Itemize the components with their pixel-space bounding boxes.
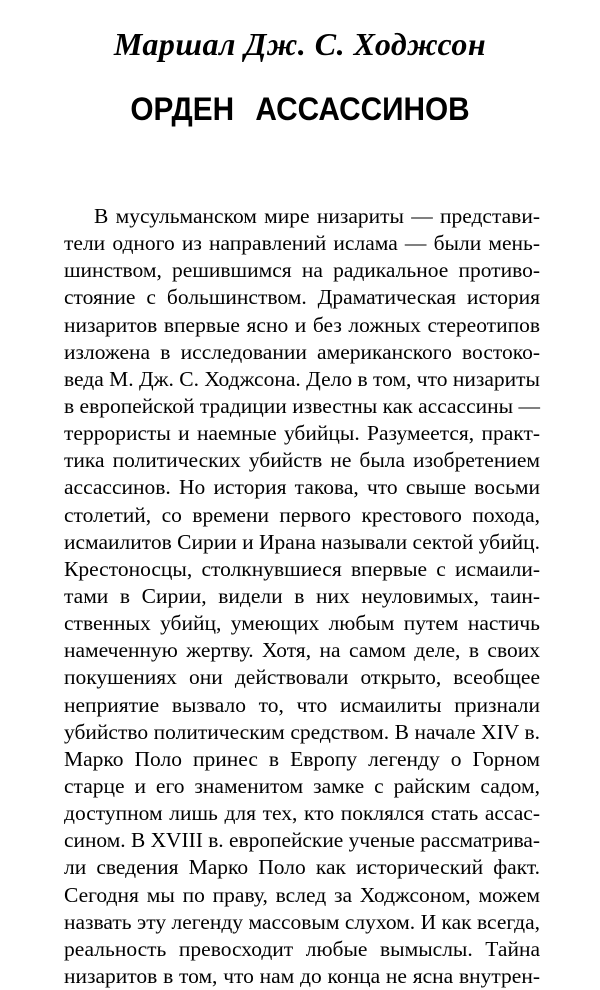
text-line: реальность превосходит любые вымыслы. Тайна <box>64 936 540 961</box>
text-line: неприятие вызвало то, что исмаилиты признали <box>64 692 540 717</box>
text-line: изложена в исследовании американского востоко- <box>64 339 540 364</box>
text-line: Крестоносцы, столкнувшиеся впервые с исмаили- <box>64 556 540 581</box>
text-line: стояние с большинством. Драматическая история <box>64 285 540 310</box>
text-line: убийство политическим средством. В начале XIV в. <box>64 719 540 744</box>
text-line: сином. В XVIII в. европейские ученые рассматрива- <box>64 828 541 853</box>
text-line: старце и его знаменитом замке с райским садом, <box>64 773 540 798</box>
text-line: Сегодня мы по праву, вслед за Ходжсоном, можем <box>64 882 540 907</box>
text-line: доступном лишь для тех, кто поклялся стать ассас- <box>64 801 540 826</box>
text-line: намеченную жертву. Хотя, на самом деле, в своих <box>64 638 540 663</box>
text-line: В мусульманском мире низариты — представи- <box>94 204 540 228</box>
text-line: в европейской традиции известны как ассассины — <box>64 393 540 418</box>
book-title: ОРДЕН АССАССИНОВ <box>130 91 470 127</box>
text-line: столетий, со времени первого крестового похода, <box>64 502 540 527</box>
text-line: назвать эту легенду массовым слухом. И как всегда, <box>64 909 540 934</box>
text-line: ли сведения Марко Поло как исторический факт. <box>64 855 540 880</box>
author-name: Маршал Дж. С. Ходжсон <box>113 26 487 62</box>
text-line: террористы и наемные убийцы. Разумеется, практ- <box>64 421 540 446</box>
text-line: тели одного из направлений ислама — были мень- <box>64 231 540 256</box>
text-line: тами в Сирии, видели в них неуловимых, таин- <box>64 583 540 608</box>
text-line: ственных убийц, умеющих любым путем настичь <box>64 611 540 636</box>
text-line: Марко Поло принес в Европу легенду о Горном <box>64 746 540 771</box>
text-line: исмаилитов Сирии и Ирана называли сектой убийц. <box>64 529 540 554</box>
text-line: шинством, решившимся на радикальное противо- <box>64 258 540 283</box>
text-line: ассассинов. Но история такова, что свыше восьми <box>64 475 540 500</box>
text-line: покушениях они действовали открыто, всеобщее <box>64 665 540 690</box>
text-line: низаритов впервые ясно и без ложных стереотипов <box>64 312 540 337</box>
text-line: низаритов в том, что нам до конца не ясна внутрен- <box>64 963 540 988</box>
text-line: веда М. Дж. С. Ходжсона. Дело в том, что низариты <box>64 366 540 391</box>
text-line: тика политических убийств не была изобретением <box>64 448 540 473</box>
